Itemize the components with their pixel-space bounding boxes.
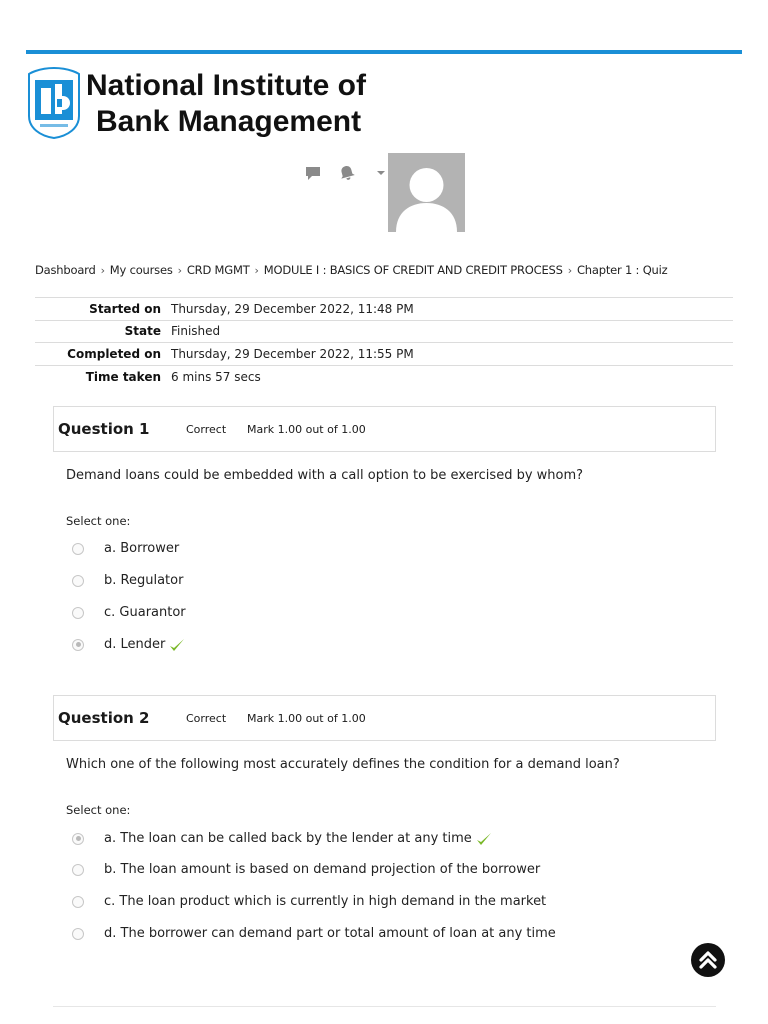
summary-row bbox=[35, 343, 733, 366]
radio-button-selected[interactable] bbox=[72, 639, 84, 651]
question-1-option-c[interactable] bbox=[72, 605, 186, 620]
chevron-right-icon: › bbox=[567, 264, 572, 277]
option-label: c. The loan product which is currently in high demand in the market bbox=[104, 894, 547, 909]
summary-value: Thursday, 29 December 2022, 11:55 PM bbox=[171, 346, 414, 361]
summary-label: Time taken bbox=[85, 369, 161, 384]
question-number: Question 2 bbox=[58, 709, 150, 727]
option-label: b. The loan amount is based on demand projection of the borrower bbox=[104, 862, 541, 877]
question-2-text: Which one of the following most accurately defines the condition for a demand loan? bbox=[66, 757, 620, 772]
bell-icon[interactable] bbox=[337, 163, 357, 183]
breadcrumb-module[interactable]: MODULE I : BASICS OF CREDIT AND CREDIT PROCESS bbox=[263, 263, 563, 277]
radio-button[interactable] bbox=[72, 607, 84, 619]
breadcrumb bbox=[35, 263, 667, 277]
institute-name-line2: Bank Management bbox=[96, 105, 362, 138]
top-accent-bar bbox=[26, 50, 742, 54]
question-1-option-d[interactable] bbox=[72, 637, 185, 652]
question-2-option-a[interactable] bbox=[72, 831, 492, 846]
question-2-header bbox=[53, 695, 716, 741]
breadcrumb-course[interactable]: CRD MGMT bbox=[186, 263, 250, 277]
option-label: a. Borrower bbox=[104, 541, 180, 556]
question-2-option-d[interactable] bbox=[72, 926, 556, 941]
summary-value: Thursday, 29 December 2022, 11:48 PM bbox=[171, 301, 414, 316]
summary-value: 6 mins 57 secs bbox=[171, 369, 261, 384]
attempt-summary-table bbox=[35, 297, 733, 388]
institute-name-line1: National Institute of bbox=[86, 69, 366, 102]
radio-button[interactable] bbox=[72, 928, 84, 940]
summary-label: Started on bbox=[89, 301, 161, 316]
user-navigation bbox=[303, 163, 391, 183]
user-silhouette-icon bbox=[388, 153, 465, 232]
chevron-right-icon: › bbox=[254, 264, 259, 277]
question-1-option-b[interactable] bbox=[72, 573, 183, 588]
select-one-label: Select one: bbox=[66, 803, 131, 817]
select-one-label: Select one: bbox=[66, 514, 131, 528]
question-grade: Mark 1.00 out of 1.00 bbox=[247, 422, 366, 436]
radio-button[interactable] bbox=[72, 575, 84, 587]
correct-check-icon bbox=[476, 832, 492, 846]
breadcrumb-quiz[interactable]: Chapter 1 : Quiz bbox=[576, 263, 668, 277]
summary-label: Completed on bbox=[67, 346, 161, 361]
question-2-option-b[interactable] bbox=[72, 862, 540, 877]
radio-button[interactable] bbox=[72, 543, 84, 555]
question-1-header bbox=[53, 406, 716, 452]
option-label: a. The loan can be called back by the lender at any time bbox=[104, 831, 472, 846]
option-label: d. Lender bbox=[104, 637, 166, 652]
message-icon[interactable] bbox=[303, 163, 323, 183]
chevron-right-icon: › bbox=[100, 264, 105, 277]
summary-row bbox=[35, 298, 733, 321]
summary-row bbox=[35, 320, 733, 343]
question-1-option-a[interactable] bbox=[72, 541, 179, 556]
correct-check-icon bbox=[169, 638, 185, 652]
question-grade: Mark 1.00 out of 1.00 bbox=[247, 711, 366, 725]
summary-value: Finished bbox=[171, 324, 221, 339]
option-label: d. The borrower can demand part or total amount of loan at any time bbox=[104, 926, 556, 941]
option-label: b. Regulator bbox=[104, 573, 184, 588]
back-to-top-button[interactable] bbox=[691, 943, 725, 977]
question-2-option-c[interactable] bbox=[72, 894, 546, 909]
double-chevron-up-icon bbox=[697, 949, 719, 971]
question-state: Correct bbox=[186, 711, 227, 725]
question-number: Question 1 bbox=[58, 420, 150, 438]
summary-row bbox=[35, 365, 733, 388]
institute-name bbox=[86, 68, 366, 140]
breadcrumb-dashboard[interactable]: Dashboard bbox=[35, 263, 96, 277]
chevron-right-icon: › bbox=[177, 264, 182, 277]
nibm-logo[interactable] bbox=[26, 66, 82, 140]
question-state: Correct bbox=[186, 422, 227, 436]
divider bbox=[53, 1006, 716, 1007]
radio-button-selected[interactable] bbox=[72, 833, 84, 845]
radio-button[interactable] bbox=[72, 864, 84, 876]
breadcrumb-my-courses[interactable]: My courses bbox=[109, 263, 173, 277]
user-avatar[interactable] bbox=[388, 153, 465, 232]
radio-button[interactable] bbox=[72, 896, 84, 908]
summary-label: State bbox=[124, 324, 161, 339]
question-1-text: Demand loans could be embedded with a call option to be exercised by whom? bbox=[66, 468, 584, 483]
option-label: c. Guarantor bbox=[104, 605, 186, 620]
